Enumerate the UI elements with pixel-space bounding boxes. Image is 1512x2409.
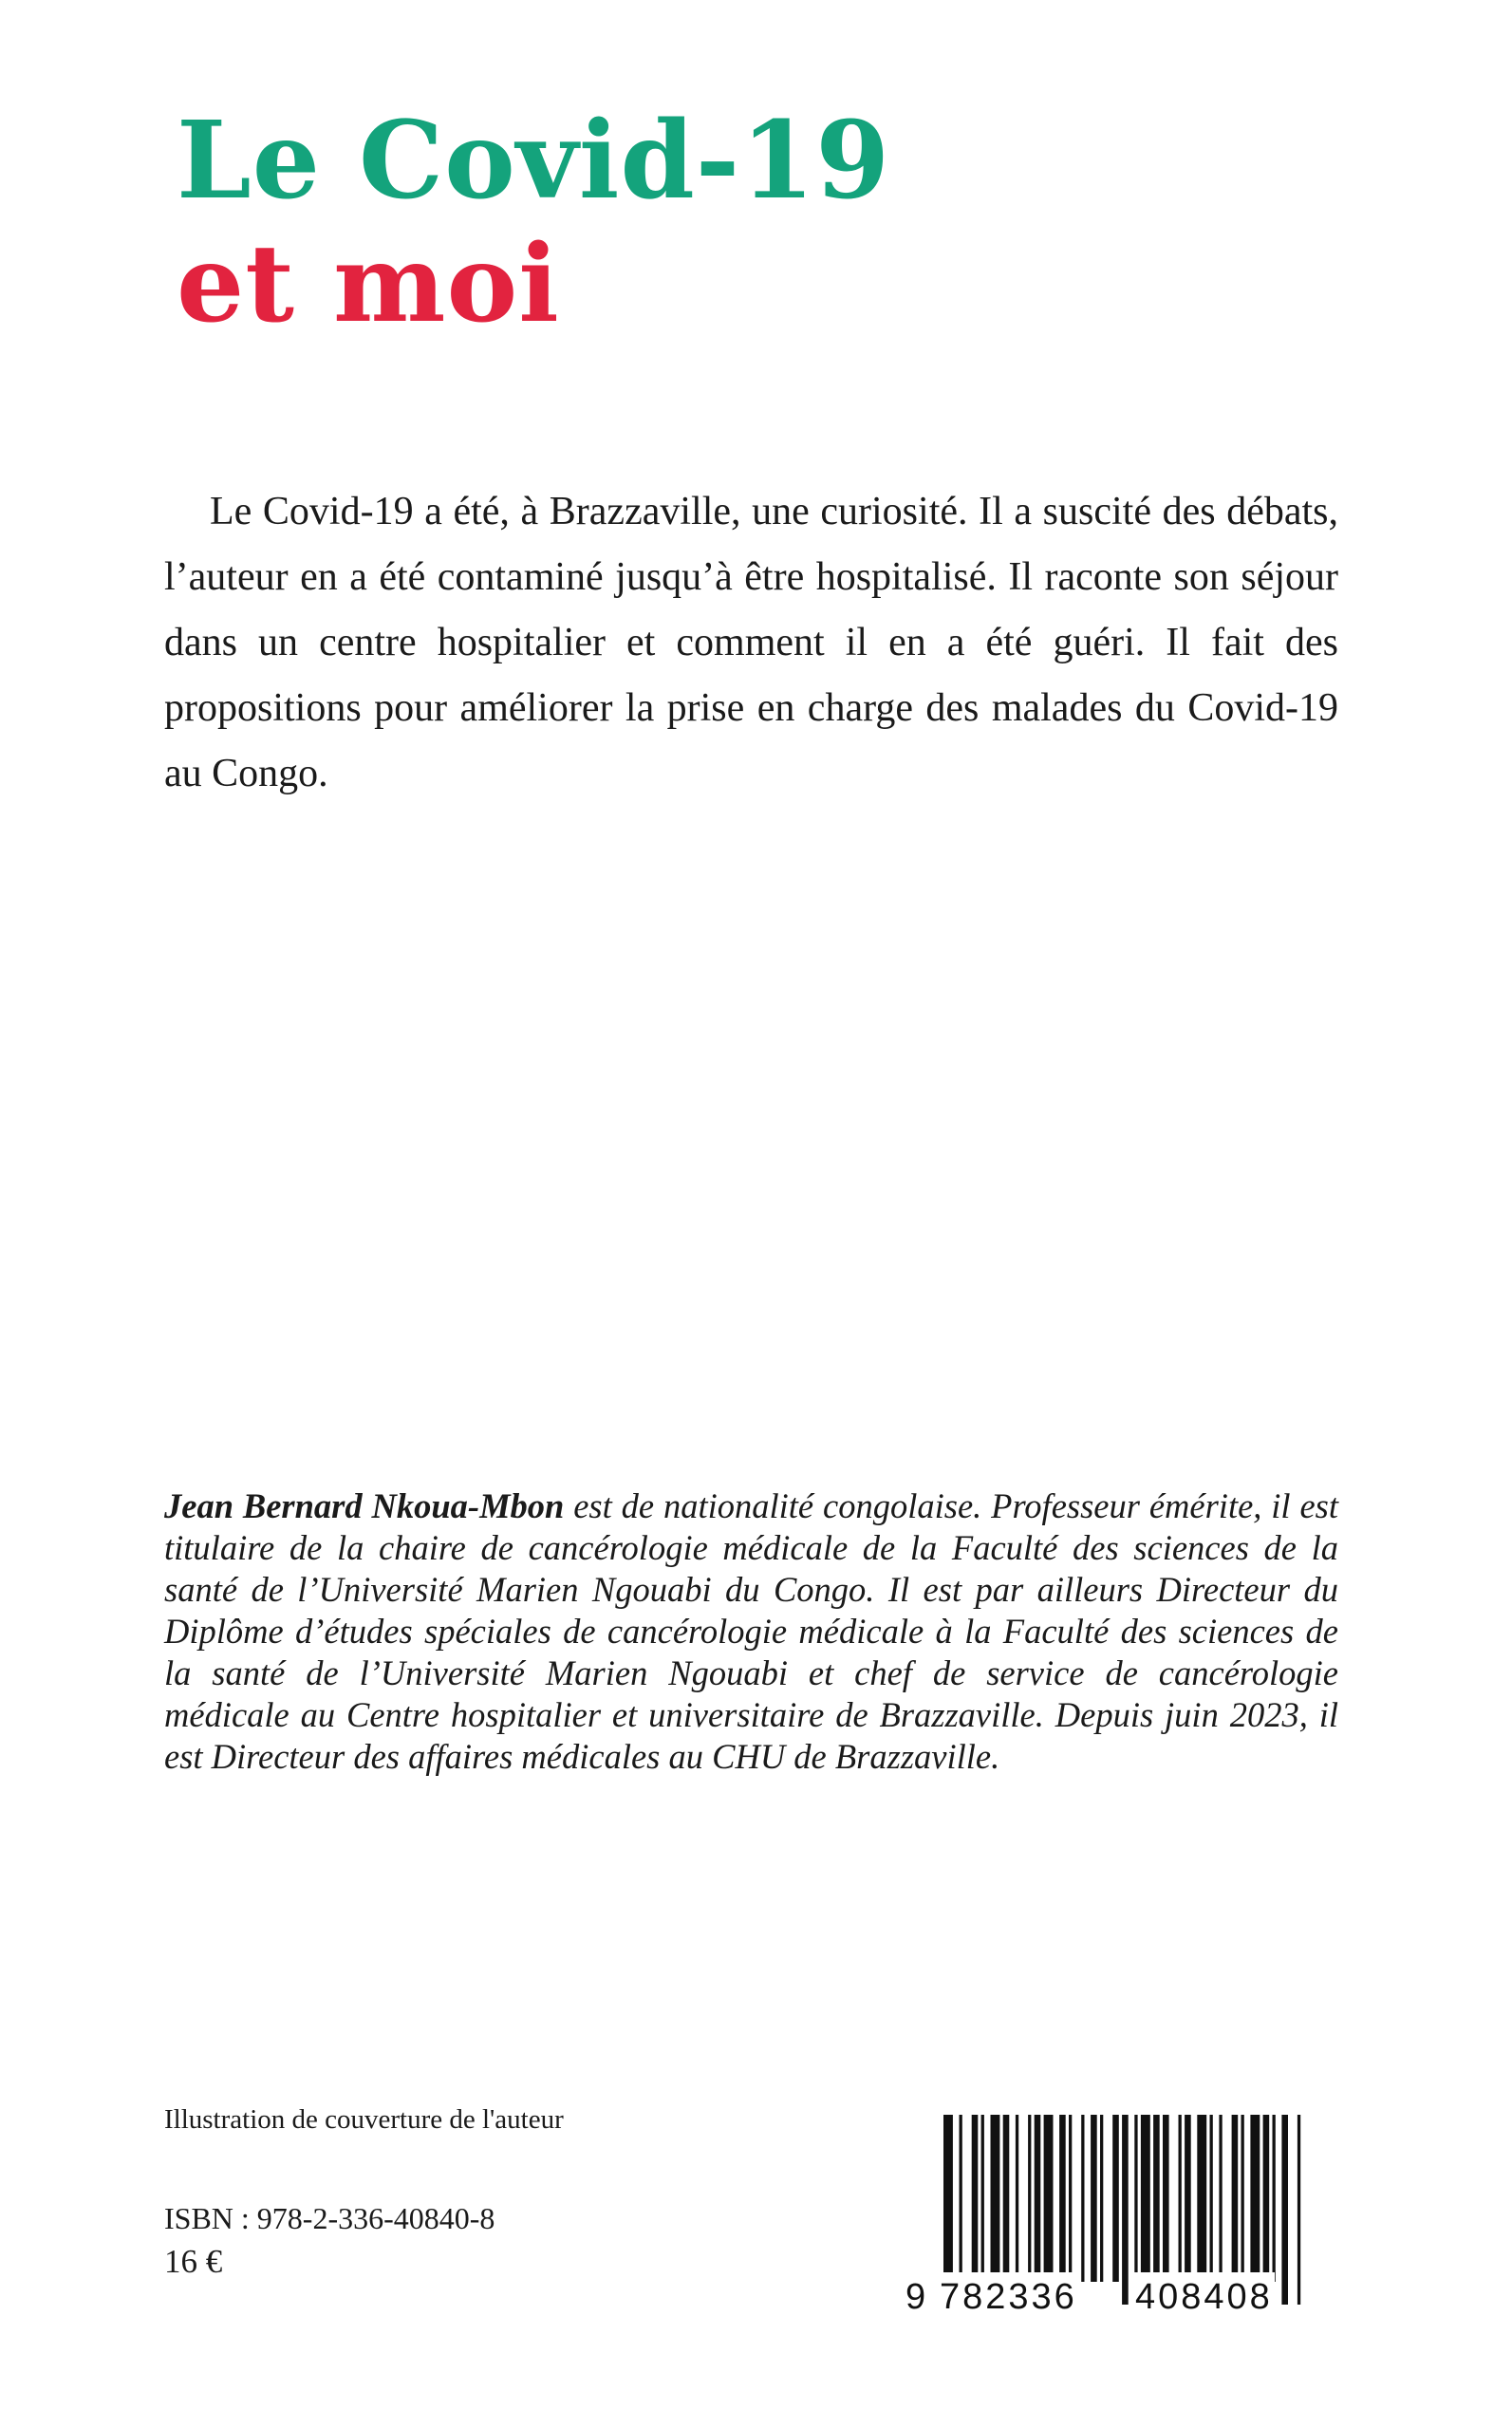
isbn-number: ISBN : 978-2-336-40840-8 [164,2201,495,2235]
barcode-bar [1016,2115,1018,2282]
barcode-bar [1273,2115,1276,2282]
barcode-first-digit: 9 [905,2277,926,2317]
barcode-bar [1250,2115,1260,2282]
barcode [900,2113,1336,2326]
barcode-bar [1263,2115,1270,2282]
barcode-bar [1210,2115,1213,2282]
barcode-bar [1232,2115,1239,2282]
barcode-bar [1179,2115,1182,2282]
barcode-bar [1163,2115,1169,2282]
barcode-bar [972,2115,979,2282]
author-bio-text: est de nationalité congolaise. Professeur émérite, il est titulaire de la chaire de cancérologie médicale de la Faculté des sciences de la santé de l’Université Marien Ngouabi du Congo. Il est par ailleurs Directeur du Diplôme d’études spéciales de cancérologie médicale à la Faculté des sciences de la santé de l’Université Marien Ngouabi et chef de service de cancérologie médicale au Centre hospitalier et universitaire de Brazzaville. Depuis juin 2023, il est Directeur des affaires médicales au CHU de Brazzaville. [164,1486,1338,1776]
barcode-bar [1219,2115,1222,2282]
cover-illustration-credit: Illustration de couverture de l'auteur [164,2104,564,2135]
barcode-bar [1003,2115,1010,2282]
barcode-bar [1091,2115,1097,2282]
barcode-bar [1185,2115,1191,2282]
book-title-line-1: Le Covid-19 [177,99,891,223]
barcode-bar [1141,2115,1150,2282]
barcode-bar [1044,2115,1054,2282]
barcode-digits [900,2272,1336,2322]
barcode-bar [991,2115,1000,2282]
barcode-bar [981,2115,984,2282]
barcode-bar [1153,2115,1160,2282]
barcode-bar [1197,2115,1206,2282]
price: 16 € [164,2243,223,2280]
barcode-bar [1100,2115,1103,2282]
barcode-bar [1028,2115,1031,2282]
barcode-bar [1112,2115,1119,2282]
book-blurb: Le Covid-19 a été, à Brazzaville, une curiosité. Il a suscité des débats, l’auteur en a été contaminé jusqu’à être hospitalisé. Il raconte son séjour dans un centre hospitalier et comment il en a été guéri. Il fait des propositions pour améliorer la prise en charge des malades du Covid-19 au Congo. [164,490,1338,795]
book-title-line-2: et moi [177,222,560,346]
barcode-bar [1241,2115,1244,2282]
barcode-bar [1069,2115,1072,2282]
barcode-bar [1035,2115,1041,2282]
barcode-bar [1081,2115,1084,2282]
barcode-left-group: 782336 [938,2272,1079,2322]
author-bio [164,1485,1338,1778]
barcode-right-group: 408408 [1133,2272,1275,2322]
barcode-bar [1059,2115,1066,2282]
author-name: Jean Bernard Nkoua-Mbon [164,1486,565,1525]
